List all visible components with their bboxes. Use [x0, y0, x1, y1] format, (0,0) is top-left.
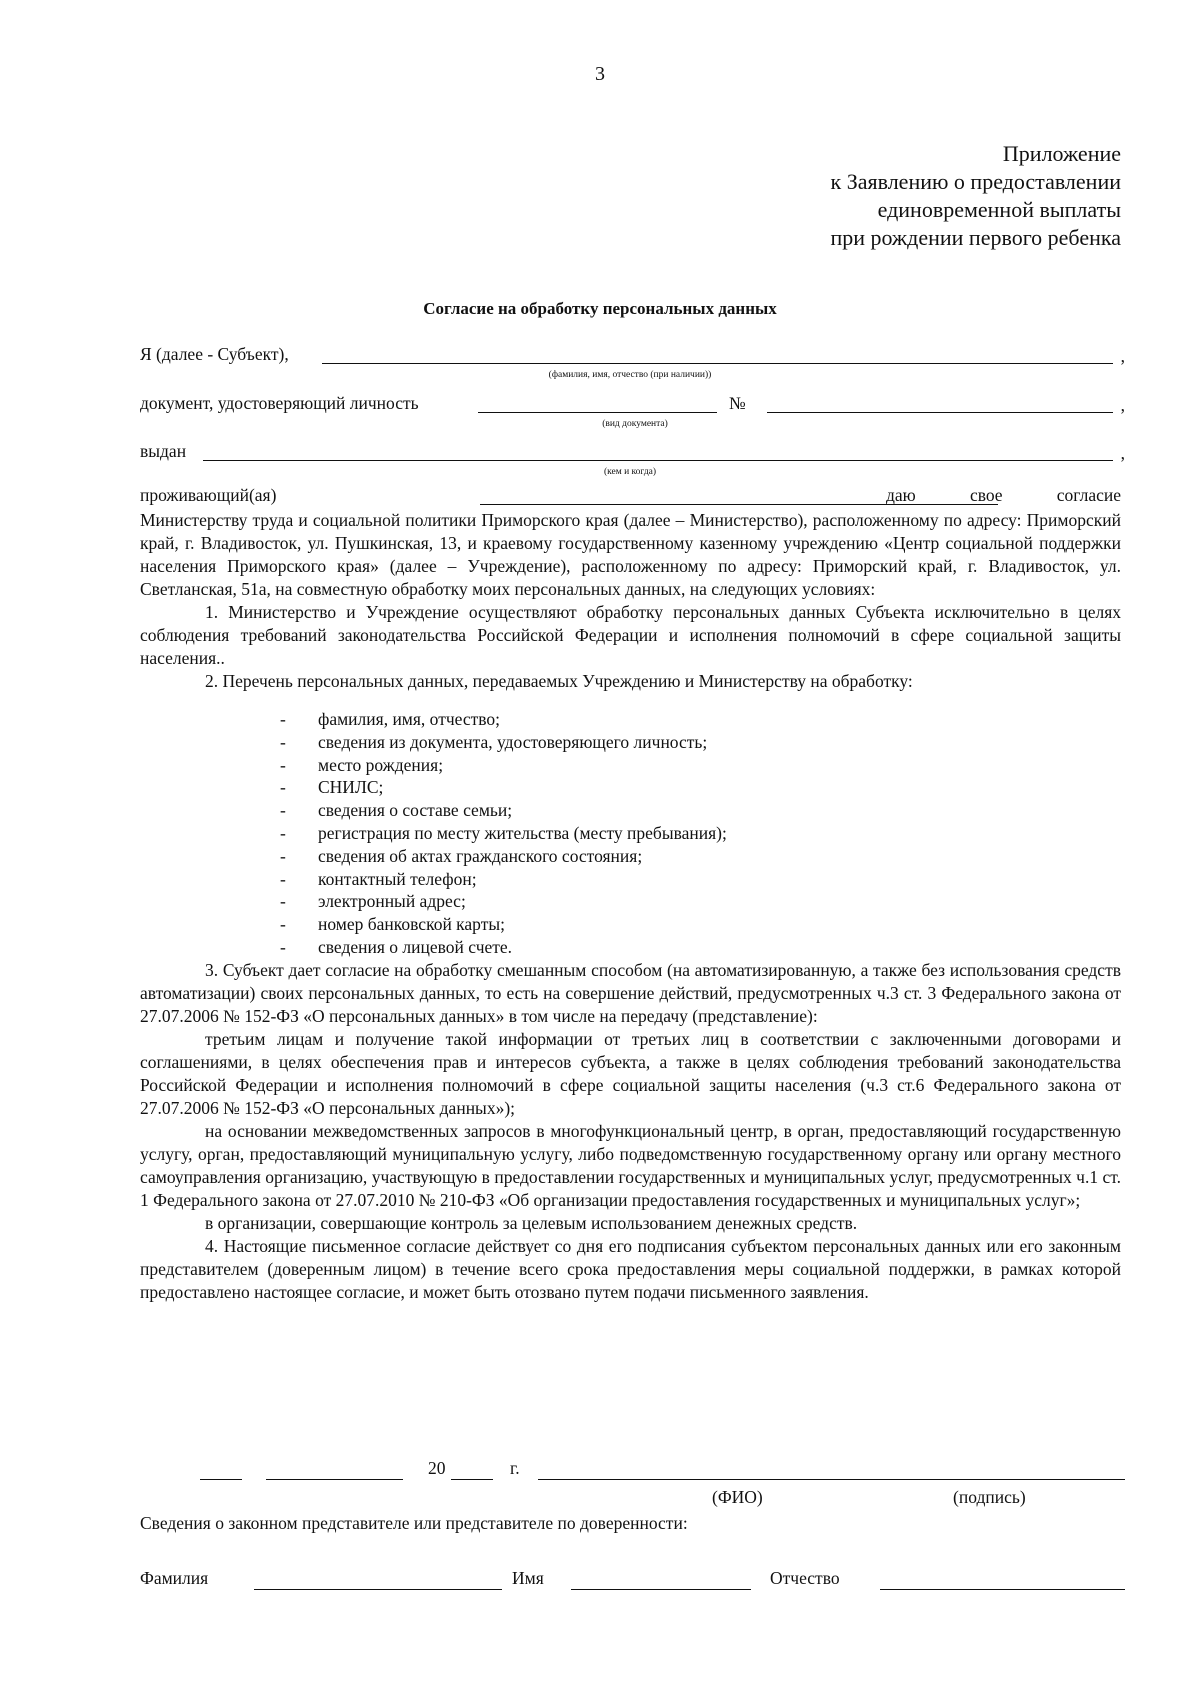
- personal-data-list: [140, 708, 1121, 959]
- appendix-line-2: к Заявлению о предоставлении: [830, 169, 1121, 194]
- issued-field-row: [140, 441, 1125, 465]
- fio-signature-fill-line[interactable]: [538, 1479, 1125, 1480]
- residence-label: проживающий(ая): [140, 485, 277, 505]
- name-fill-line[interactable]: [571, 1589, 751, 1590]
- consent-body: [140, 509, 1121, 1304]
- list-item: - номер банковской карты;: [140, 913, 1121, 936]
- representative-title: Сведения о законном представителе или представителе по доверенности:: [140, 1513, 688, 1533]
- subject-fill-line[interactable]: [322, 363, 1113, 364]
- issued-label: выдан: [140, 441, 187, 461]
- clause-3-paragraph-3: в организации, совершающие контроль за целевым использованием денежных средств.: [205, 1212, 858, 1233]
- appendix-header: [830, 140, 1121, 252]
- consent-word-2: свое: [969, 485, 1003, 505]
- year-prefix: 20: [428, 1458, 446, 1478]
- appendix-line-1: Приложение: [1002, 141, 1121, 166]
- consent-word-3: согласие: [1056, 485, 1121, 505]
- surname-fill-line[interactable]: [254, 1589, 502, 1590]
- intro-paragraph: Министерству труда и социальной политики Приморского края (далее – Министерство), расположенному по адресу: Приморский край, г. Владивосток, ул. Пушкинская, 13, и краевому государственному казенному учреждению «Центр социальной поддержки населения Приморского края» (далее – Учреждение), расположенному по адресу: Приморский край, г. Владивосток, ул. Светланская, 51а, на совместную обработку моих персональных данных, на следующих условиях:: [140, 510, 1121, 599]
- document-field-row: [140, 393, 1125, 417]
- comma: ,: [1120, 395, 1125, 415]
- subject-field-row: [140, 344, 1125, 368]
- list-item: - сведения из документа, удостоверяющего личность;: [140, 731, 1121, 754]
- document-type-fill-line[interactable]: [478, 412, 717, 413]
- list-item: - фамилия, имя, отчество;: [140, 708, 1121, 731]
- clause-4: 4. Настоящие письменное согласие действует со дня его подписания субъектом персональных данных или его законным представителем (доверенным лицом) в течение всего срока предоставления меры социальной поддержки, в рамках которой предоставлено настоящее согласие, и может быть отозвано путем подачи письменного заявления.: [140, 1235, 1121, 1302]
- surname-label: Фамилия: [140, 1568, 209, 1588]
- clause-1: 1. Министерство и Учреждение осуществляют обработку персональных данных Субъекта исключительно в целях соблюдения требований законодательства Российской Федерации и исполнения полномочий в сфере социальной защиты населения..: [140, 602, 1121, 668]
- clause-2: 2. Перечень персональных данных, передаваемых Учреждению и Министерству на обработку:: [205, 671, 913, 691]
- day-fill-line[interactable]: [200, 1479, 242, 1480]
- issued-fill-line[interactable]: [203, 460, 1113, 461]
- list-item: - СНИЛС;: [140, 776, 1121, 799]
- document-label: документ, удостоверяющий личность: [140, 393, 419, 413]
- list-item: - регистрация по месту жительства (месту пребывания);: [140, 822, 1121, 845]
- consent-phrase: [886, 484, 1121, 507]
- appendix-line-3: единовременной выплаты: [877, 197, 1121, 222]
- list-item: - сведения о составе семьи;: [140, 799, 1121, 822]
- year-suffix: г.: [510, 1458, 520, 1478]
- list-item: - контактный телефон;: [140, 868, 1121, 891]
- clause-3: 3. Субъект дает согласие на обработку смешанным способом (на автоматизированную, а также без использования средств автоматизации) своих персональных данных, то есть на совершение действий, предусмотренных ч.3 ст. 3 Федерального закона от 27.07.2006 № 152-ФЗ «О персональных данных» в том числе на передачу (представление):: [140, 959, 1121, 1026]
- patronymic-fill-line[interactable]: [880, 1589, 1125, 1590]
- comma: ,: [1120, 346, 1125, 366]
- comma: ,: [1120, 443, 1125, 463]
- clause-3-paragraph-2: на основании межведомственных запросов в многофункциональный центр, в орган, предоставляющий государственную услугу, орган, предоставляющий муниципальную услугу, либо подведомственную государственному органу или органу местного самоуправления организацию, участвующую в предоставлении государственных и муниципальных услуг, предусмотренных ч.1 ст. 1 Федерального закона от 27.07.2010 № 210-ФЗ «Об организации предоставления государственных и муниципальных услуг»;: [140, 1120, 1121, 1210]
- fio-caption: (ФИО): [712, 1487, 763, 1507]
- name-label: Имя: [512, 1568, 544, 1588]
- subject-caption: (фамилия, имя, отчество (при наличии)): [548, 370, 712, 380]
- document-number-fill-line[interactable]: [767, 412, 1113, 413]
- representative-name-row: [140, 1564, 1125, 1592]
- subject-label: Я (далее - Субъект),: [140, 344, 289, 364]
- list-item: - место рождения;: [140, 754, 1121, 777]
- list-item: - сведения о лицевой счете.: [140, 936, 1121, 959]
- document-caption: (вид документа): [602, 419, 668, 429]
- list-item: - сведения об актах гражданского состояния;: [140, 845, 1121, 868]
- date-signature-row: [200, 1456, 1125, 1482]
- number-sign: №: [729, 393, 746, 413]
- page-number: 3: [595, 63, 605, 85]
- issued-caption: (кем и когда): [603, 467, 657, 477]
- clause-3-paragraph-1: третьим лицам и получение такой информации от третьих лиц в соответствии с заключенными договорами и соглашениями, в целях обеспечения прав и интересов субъекта, а также в целях соблюдения требований законодательства Российской Федерации и исполнения полномочий в сфере социальной защиты населения (ч.3 ст.6 Федерального закона от 27.07.2006 № 152-ФЗ «О персональных данных»);: [140, 1028, 1121, 1118]
- patronymic-label: Отчество: [770, 1568, 840, 1588]
- residence-field-row: [140, 485, 1121, 509]
- year-fill-line[interactable]: [451, 1479, 493, 1480]
- consent-word-1: даю: [886, 485, 916, 505]
- list-item: - электронный адрес;: [140, 890, 1121, 913]
- appendix-line-4: при рождении первого ребенка: [830, 225, 1121, 250]
- document-title: Согласие на обработку персональных данных: [423, 299, 777, 318]
- month-fill-line[interactable]: [266, 1479, 403, 1480]
- signature-caption: (подпись): [953, 1487, 1026, 1507]
